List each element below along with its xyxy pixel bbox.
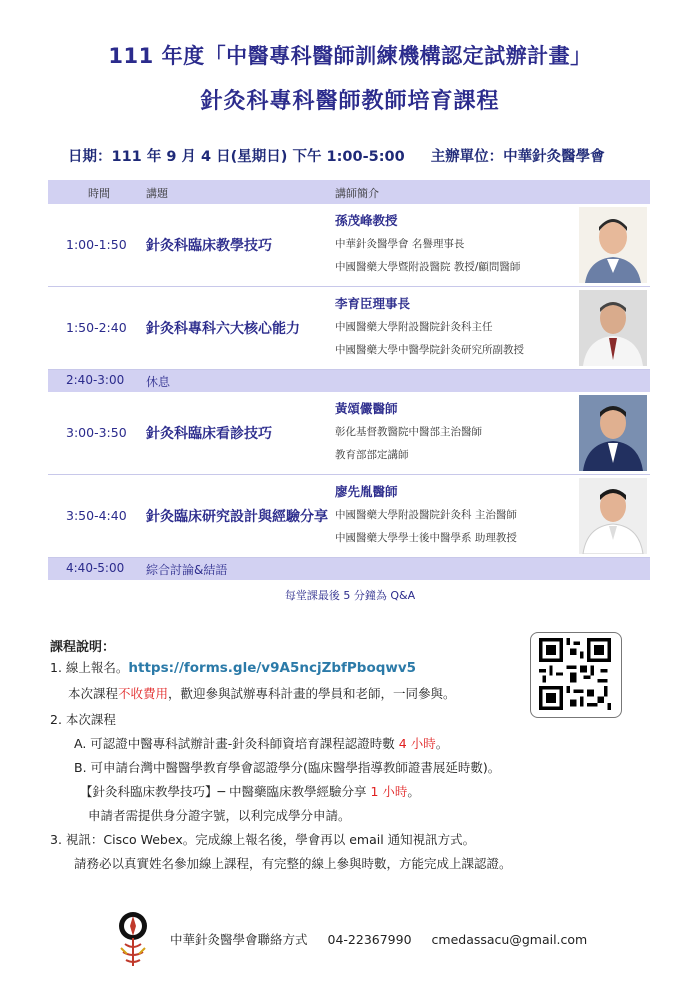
session-topic: 針灸臨床研究設計與經驗分享 — [146, 509, 328, 525]
item-2b-detail-text: 【針灸科臨床教學技巧】─ 中醫藥臨床教學經驗分享 — [80, 784, 371, 799]
item-2b-detail — [80, 782, 420, 800]
item-1-note — [68, 684, 456, 702]
table-row — [48, 287, 650, 370]
col-speaker: 講師簡介 — [335, 187, 379, 200]
session-topic: 針灸科臨床教學技巧 — [146, 238, 272, 254]
table-row — [48, 475, 650, 558]
item-2-label: 2. 本次課程 — [50, 712, 116, 727]
credit-highlight: 1 小時 — [370, 784, 408, 799]
item-1-note-a: 本次課程 — [68, 686, 119, 701]
hours-highlight: 4 小時 — [398, 736, 436, 751]
speaker-title: 中國醫藥大學學士後中醫學系 助理教授 — [335, 532, 517, 544]
session-time: 1:50-2:40 — [66, 320, 127, 335]
item-2a-end: 。 — [435, 736, 449, 751]
session-topic: 休息 — [146, 375, 171, 389]
item-1-label: 1. 線上報名。 — [50, 660, 129, 675]
session-time: 4:40-5:00 — [66, 561, 125, 575]
speaker-title: 彰化基督教醫院中醫部主治醫師 — [335, 426, 482, 438]
speaker-title: 教育部部定講師 — [335, 449, 409, 461]
registration-link[interactable]: https://forms.gle/v9A5ncjZbfPboqwv5 — [128, 660, 417, 676]
contact-label: 中華針灸醫學會聯絡方式 — [170, 932, 308, 947]
contact-phone: 04-22367990 — [327, 932, 412, 947]
speaker-photo — [579, 290, 647, 366]
table-row — [48, 204, 650, 287]
speaker-name: 孫茂峰教授 — [335, 213, 398, 228]
session-topic: 針灸科專科六大核心能力 — [146, 321, 300, 337]
speaker-photo — [579, 395, 647, 471]
speaker-name: 李育臣理事長 — [335, 296, 411, 311]
schedule-table — [48, 180, 650, 580]
speaker-photo — [579, 207, 647, 283]
item-2b: B. 可申請台灣中醫醫學教育學會認證學分(臨床醫學指導教師證書展延時數)。 — [74, 760, 501, 775]
item-2b-detail-end: 。 — [407, 784, 420, 799]
speaker-title: 中華針灸醫學會 名譽理事長 — [335, 238, 465, 250]
table-row-break — [48, 370, 650, 392]
free-highlight: 不收費用 — [118, 686, 169, 701]
session-time: 2:40-3:00 — [66, 373, 125, 387]
speaker-photo — [579, 478, 647, 554]
table-row-closing — [48, 558, 650, 580]
item-2a-text: A. 可認證中醫專科試辦計畫-針灸科師資培育課程認證時數 — [74, 736, 399, 751]
qa-note: 每堂課最後 5 分鐘為 Q&A — [284, 589, 416, 602]
footer-contact — [170, 930, 603, 948]
page-title: 111 年度「中醫專科醫師訓練機構認定試辦計畫」 — [108, 44, 592, 68]
speaker-title: 中國醫藥大學暨附設醫院 教授/顧問醫師 — [335, 261, 521, 273]
col-topic: 講題 — [146, 187, 168, 200]
item-2b-note: 申請者需提供身分證字號，以利完成學分申請。 — [88, 808, 351, 823]
item-3: 3. 視訊：Cisco Webex。完成線上報名後，學會再以 email 通知視訊方式。 — [50, 832, 476, 847]
speaker-title: 中國醫藥大學附設醫院針灸科主任 — [335, 321, 493, 333]
session-topic: 針灸科臨床看診技巧 — [146, 426, 272, 442]
speaker-title: 中國醫藥大學中醫學院針灸研究所副教授 — [335, 344, 524, 356]
speaker-name: 黃頌儼醫師 — [335, 401, 398, 416]
session-topic: 綜合討論&結語 — [146, 563, 228, 577]
contact-email[interactable]: cmedassacu@gmail.com — [431, 932, 588, 947]
item-2a — [74, 734, 448, 752]
society-logo-icon — [113, 908, 153, 970]
item-1-note-b: ，歡迎參與試辦專科計畫的學員和老師，一同參與。 — [168, 686, 456, 701]
session-time: 3:00-3:50 — [66, 425, 127, 440]
session-time: 1:00-1:50 — [66, 237, 127, 252]
col-time: 時間 — [88, 187, 110, 200]
page-subtitle: 針灸科專科醫師教師培育課程 — [200, 89, 500, 114]
item-1 — [50, 658, 416, 676]
date-line — [68, 145, 605, 166]
session-time: 3:50-4:40 — [66, 508, 127, 523]
description-heading: 課程說明： — [50, 640, 116, 655]
item-3-note: 請務必以真實姓名參加線上課程，有完整的線上參與時數，方能完成上課認證。 — [74, 856, 512, 871]
course-description — [50, 636, 650, 871]
table-row — [48, 392, 650, 475]
organizer: 主辦單位：中華針灸醫學會 — [430, 149, 605, 165]
event-date: 日期：111 年 9 月 4 日(星期日) 下午 1:00-5:00 — [68, 149, 405, 165]
table-header — [48, 180, 650, 204]
speaker-name: 廖先胤醫師 — [335, 484, 398, 499]
speaker-title: 中國醫藥大學附設醫院針灸科 主治醫師 — [335, 509, 517, 521]
